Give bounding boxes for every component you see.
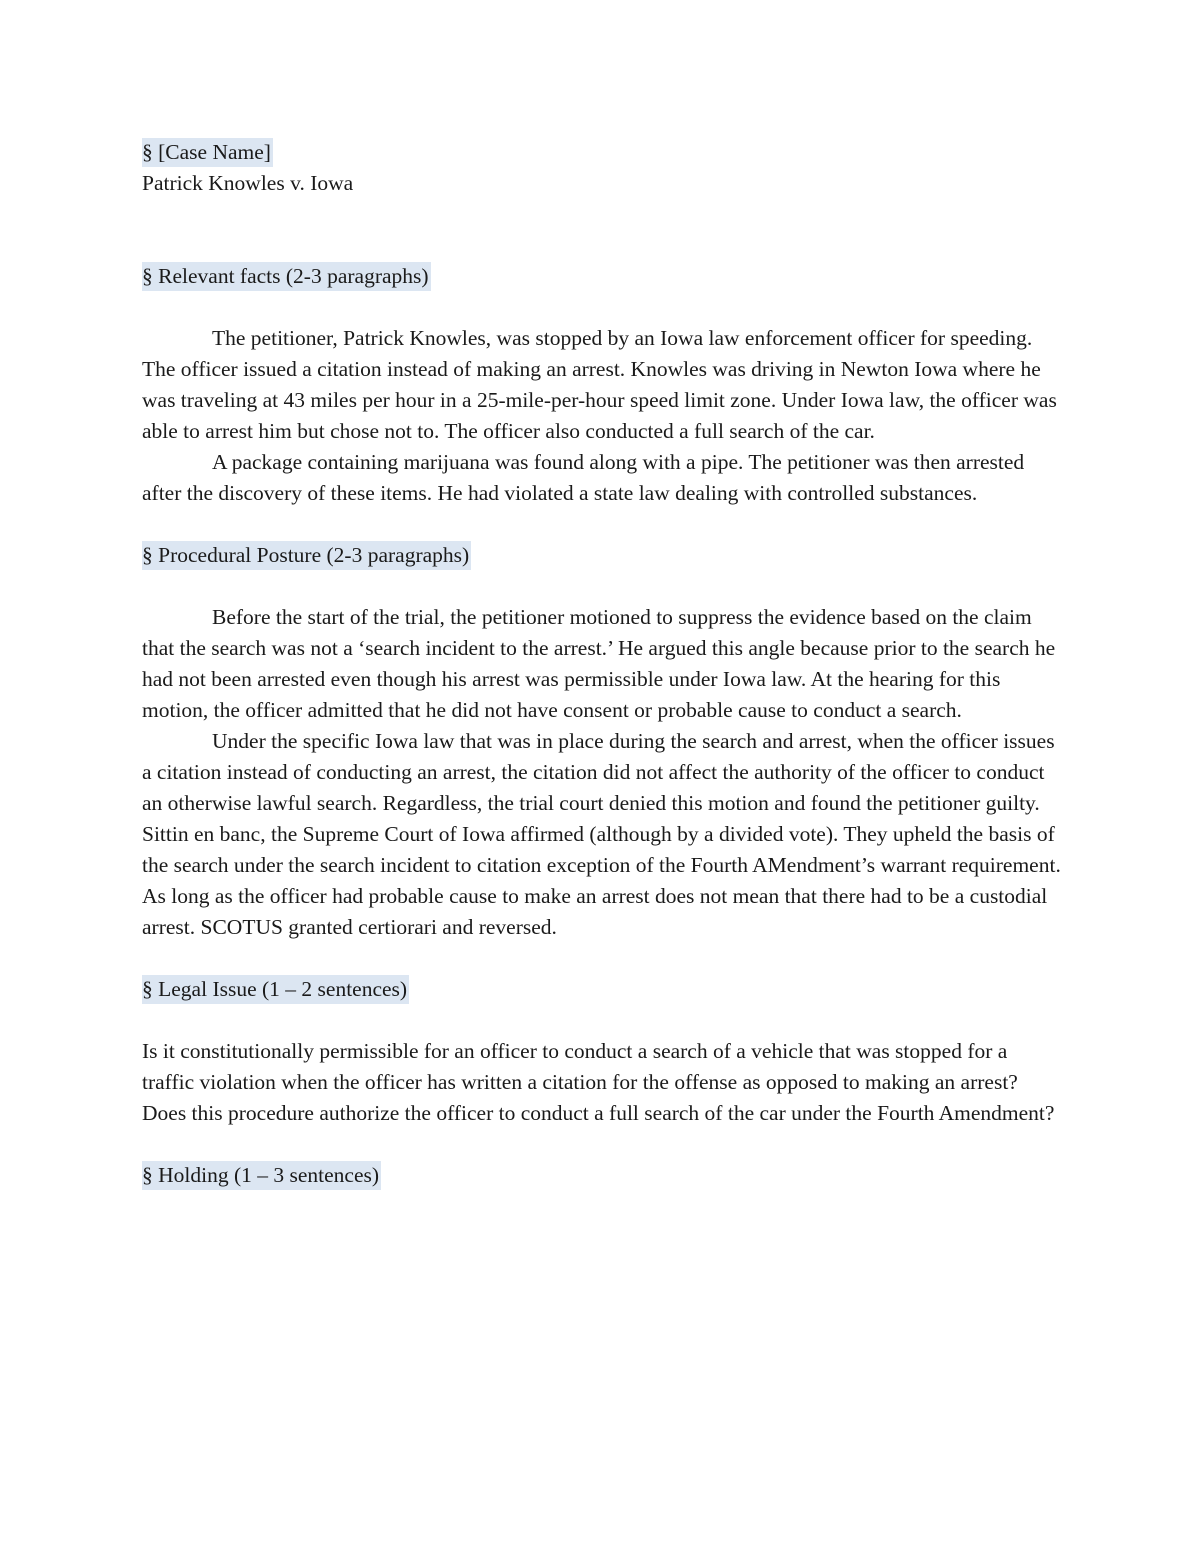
legal-issue-heading: § Legal Issue (1 – 2 sentences) <box>142 975 409 1004</box>
spacer <box>142 199 1062 261</box>
document-page <box>142 137 1062 1191</box>
relevant-facts-paragraph-1: The petitioner, Patrick Knowles, was stopped by an Iowa law enforcement officer for speeding. The officer issued a citation instead of making an arrest. Knowles was driving in Newton Iowa where he was traveling at 43 miles per hour in a 25-mile-per-hour speed limit zone. Under Iowa law, the officer was able to arrest him but chose not to. The officer also conducted a full search of the car. <box>142 326 1057 443</box>
spacer <box>142 292 1062 323</box>
procedural-posture-paragraph-1: Before the start of the trial, the petitioner motioned to suppress the evidence based on the claim that the search was not a ‘search incident to the arrest.’ He argued this angle because prior to the search he had not been arrested even though his arrest was permissible under Iowa law. At the hearing for this motion, the officer admitted that he did not have consent or probable cause to conduct a search. <box>142 605 1056 722</box>
spacer <box>142 943 1062 974</box>
relevant-facts-paragraph-2: A package containing marijuana was found along with a pipe. The petitioner was then arrested after the discovery of these items. He had violated a state law dealing with controlled substances. <box>142 450 1025 505</box>
spacer <box>142 509 1062 540</box>
holding-heading: § Holding (1 – 3 sentences) <box>142 1161 381 1190</box>
case-name-heading: § [Case Name] <box>142 138 273 167</box>
procedural-posture-paragraph-2: Under the specific Iowa law that was in place during the search and arrest, when the officer issues a citation instead of conducting an arrest, the citation did not affect the authority of the officer to conduct an otherwise lawful search. Regardless, the trial court denied this motion and found the petitioner guilty. Sittin en banc, the Supreme Court of Iowa affirmed (although by a divided vote). They upheld the basis of the search under the search incident to citation exception of the Fourth AMendment’s warrant requirement. As long as the officer had probable cause to make an arrest does not mean that there had to be a custodial arrest. SCOTUS granted certiorari and reversed. <box>142 729 1061 939</box>
spacer <box>142 1129 1062 1160</box>
case-name-value: Patrick Knowles v. Iowa <box>142 171 354 195</box>
procedural-posture-heading: § Procedural Posture (2-3 paragraphs) <box>142 541 471 570</box>
spacer <box>142 571 1062 602</box>
relevant-facts-heading: § Relevant facts (2-3 paragraphs) <box>142 262 431 291</box>
spacer <box>142 1005 1062 1036</box>
legal-issue-text: Is it constitutionally permissible for an officer to conduct a search of a vehicle that was stopped for a traffic violation when the officer has written a citation for the offense as opposed to making an arrest? Does this procedure authorize the officer to conduct a full search of the car under the Fourth Amendment? <box>142 1039 1055 1125</box>
